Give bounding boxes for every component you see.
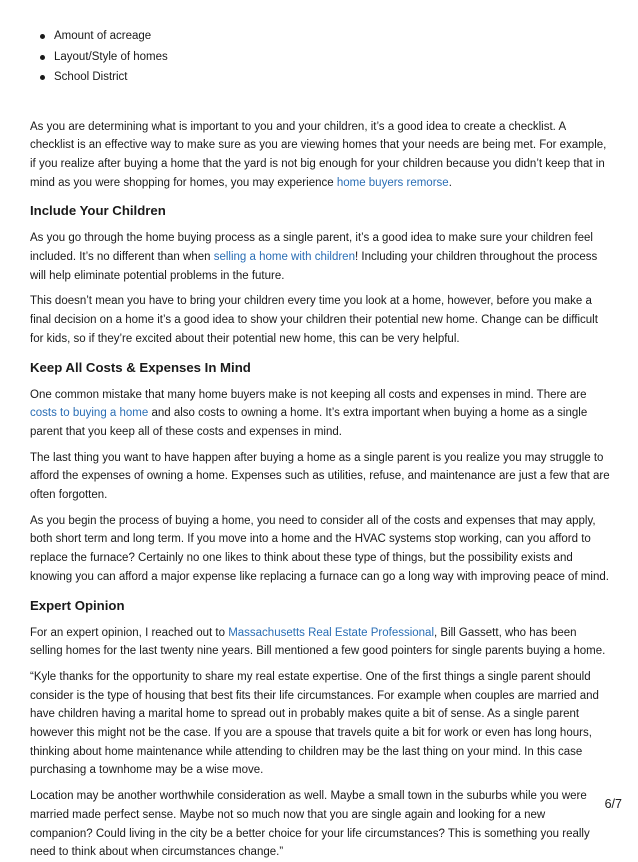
section-include-children [30, 202, 610, 348]
intro-paragraph [30, 118, 610, 193]
paragraph-text: , Bill Gassett, who has been selling homes for the last twenty nine years. Bill mentioned a few good pointers for single parents buying a home. [30, 626, 606, 658]
paragraph-text: For an expert opinion, I reached out to [30, 626, 229, 639]
list-item: Layout/Style of homes [40, 47, 610, 68]
massachusetts-real-estate-link[interactable]: Massachusetts Real Estate Professional [228, 626, 435, 639]
list-item: School District [40, 67, 610, 88]
selling-home-with-children-link[interactable]: selling a home with children [213, 251, 355, 264]
section-expert-opinion [30, 597, 610, 862]
paragraph: “Kyle thanks for the opportunity to share my real estate expertise. One of the first things a single parent should consider is the type of housing that best fits their life circumstances. For example when couples are married and have children having a marital home to spread out in probably makes quite a bit of sense. As a single parent however this might not be the case. If you are a spouse that travels quite a bit for work or even has long hours, thinking about home maintenance while attending to children may be the last thing on your mind. In this case purchasing a townhome may be a wise move. [30, 670, 599, 777]
section-costs-expenses [30, 359, 610, 587]
home-buyers-remorse-link[interactable]: home buyers remorse [336, 176, 449, 189]
paragraph-text: One common mistake that many home buyers make is not keeping all costs and expenses in mind. There are [30, 388, 587, 401]
paragraph: The last thing you want to have happen after buying a home as a single parent is you realize you may struggle to afford the expenses of owning a home. Expenses such as utilities, refuse, and maintenance are just a few that are often forgotten. [30, 451, 610, 502]
costs-to-buying-home-link[interactable]: costs to buying a home [30, 407, 149, 420]
paragraph-text: and also costs to owning a home. It’s extra important when buying a home as a single parent that you keep all of these costs and expenses in mind. [30, 407, 588, 438]
paragraph [30, 229, 610, 285]
paragraph-text: ! Including your children throughout the process will help eliminate potential problems in the future. [30, 251, 598, 282]
paragraph [30, 624, 610, 661]
section-heading: Keep All Costs & Expenses In Mind [30, 359, 251, 375]
intro-text: As you are determining what is important to you and your children, it’s a good idea to create a checklist. A checklist is an effective way to make sure as you are viewing homes that your needs are being met. For example, if you realize after buying a home that the yard is not big enough for your children because you didn’t keep that in mind as you were shopping for homes, you may experience [30, 120, 607, 189]
paragraph: Location may be another worthwhile consideration as well. Maybe a small town in the suburbs while you were married made perfect sense. Maybe not so much now that you are single again and looking for a new companion? Could living in the city be a better choice for your life circumstances? This is something you really need to think about when circumstances change.” [30, 790, 590, 859]
paragraph-text: As you go through the home buying process as a single parent, it’s a good idea to make sure your children feel included. It’s no different than when [30, 232, 593, 264]
document-page [30, 26, 610, 862]
intro-text-end: . [448, 176, 452, 189]
section-heading: Expert Opinion [30, 597, 125, 613]
paragraph [30, 386, 610, 442]
list-item: Amount of acreage [40, 26, 610, 47]
bullet-list [30, 26, 610, 88]
section-heading: Include Your Children [30, 203, 166, 219]
paragraph: As you begin the process of buying a home, you need to consider all of the costs and expenses that may apply, both short term and long term. If you move into a home and the HVAC systems stop working, can you afford to replace the furnace? Certainly no one likes to think about these type of things, but the possibility exists and knowing you can afford a major expense like replacing a furnace can go a long way with improving peace of mind. [30, 514, 609, 583]
paragraph: This doesn’t mean you have to bring your children every time you look at a home, however, before you make a final decision on a home it’s a good idea to show your children their potential new home. Change can be difficult for kids, so if they’re excited about their potential new home, this can be very helpful. [30, 295, 598, 345]
page-number: 6/7 [604, 797, 622, 811]
